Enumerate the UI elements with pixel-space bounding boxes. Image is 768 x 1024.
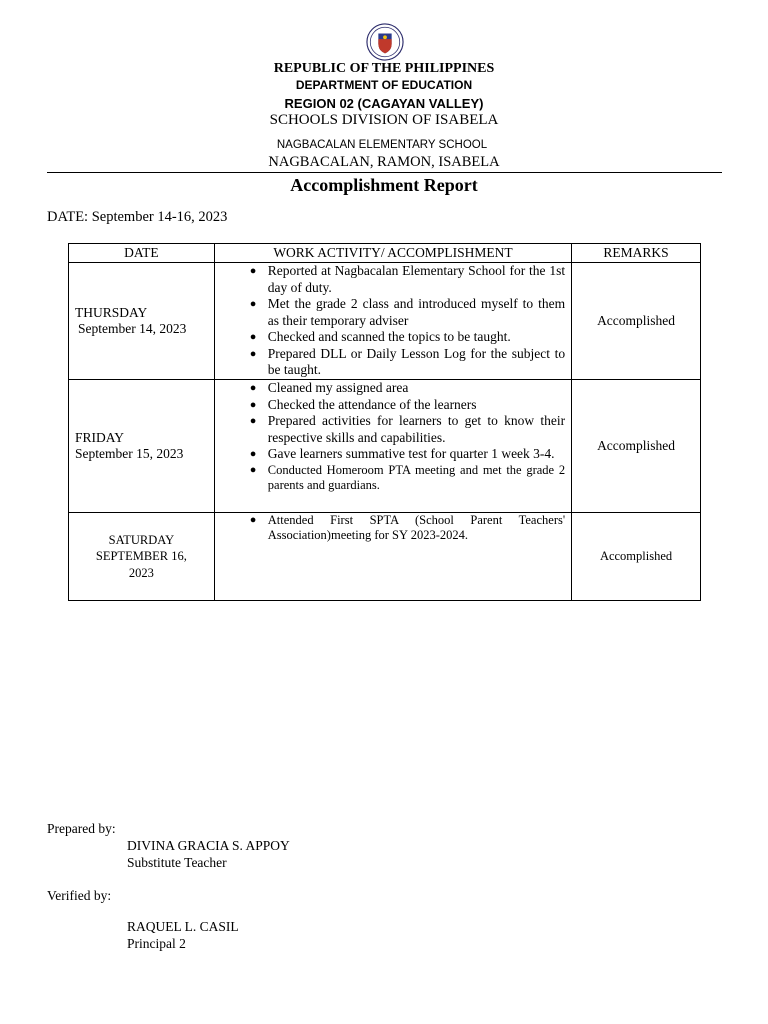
activity-cell: [214, 380, 571, 513]
bullet-icon: ●: [249, 265, 257, 277]
bullet-icon: ●: [249, 382, 257, 394]
table-row: [69, 513, 701, 601]
day-date: September 15, 2023: [75, 446, 184, 461]
bullet-icon: ●: [249, 398, 257, 411]
prepared-by-position: Substitute Teacher: [127, 855, 227, 870]
remarks-cell: Accomplished: [572, 513, 701, 601]
accomplishment-table: [68, 243, 701, 601]
header-division: SCHOOLS DIVISION OF ISABELA: [269, 112, 499, 128]
date-cell: [69, 513, 215, 601]
day-date: SEPTEMBER 16,: [95, 549, 187, 564]
day-name: FRIDAY: [75, 429, 125, 445]
bullet-icon: ●: [249, 448, 257, 460]
list-item: ● Cleaned my assigned area: [249, 380, 409, 395]
bullet-icon: ●: [249, 514, 257, 526]
column-header-remarks: REMARKS: [572, 244, 701, 263]
bullet-icon: ●: [249, 298, 257, 310]
report-date: DATE: September 14-16, 2023: [47, 209, 228, 225]
activity-cell: [214, 513, 571, 601]
bullet-icon: ●: [249, 463, 257, 476]
activity-list: [215, 513, 565, 543]
day-date: September 14, 2023: [78, 321, 187, 336]
list-item: ● Gave learners summative test for quarter 1 week 3-4.: [249, 446, 555, 461]
list-item: ● Prepared DLL or Daily Lesson Log for the subject to be taught.: [249, 345, 566, 377]
report-title: Accomplishment Report: [290, 175, 478, 195]
date-cell: [69, 380, 215, 513]
header-address: NAGBACALAN, RAMON, ISABELA: [268, 154, 500, 170]
list-item: ● Met the grade 2 class and introduced myself to them as their temporary adviser: [249, 296, 566, 328]
activity-cell: [214, 263, 571, 380]
prepared-by-name: DIVINA GRACIA S. APPOY: [127, 838, 290, 853]
date-cell: [69, 263, 215, 380]
bullet-icon: ●: [249, 347, 257, 360]
list-item: ● Conducted Homeroom PTA meeting and met the grade 2 parents and guardians.: [249, 462, 566, 492]
day-year: 2023: [128, 565, 154, 580]
verified-by-position: Principal 2: [127, 936, 186, 951]
remarks-cell: Accomplished: [572, 263, 701, 380]
header-region: REGION 02 (CAGAYAN VALLEY): [284, 96, 484, 111]
list-item: ● Reported at Nagbacalan Elementary School for the 1st day of duty.: [249, 263, 566, 295]
list-item: ● Prepared activities for learners to get to know their respective skills and capabilities.: [249, 413, 566, 445]
verified-by-name: RAQUEL L. CASIL: [127, 919, 239, 934]
bullet-icon: ●: [249, 331, 257, 343]
header-republic: REPUBLIC OF THE PHILIPPINES: [273, 61, 495, 76]
day-name: SATURDAY: [108, 532, 175, 547]
prepared-by-label: Prepared by:: [47, 821, 116, 836]
bullet-icon: ●: [249, 415, 257, 427]
activity-list: [215, 380, 565, 493]
list-item: ● Checked and scanned the topics to be taught.: [249, 329, 511, 344]
table-row: [69, 380, 701, 513]
table-row: [69, 263, 701, 380]
activity-list: [215, 263, 565, 379]
column-header-activity: WORK ACTIVITY/ ACCOMPLISHMENT: [214, 244, 571, 263]
deped-seal-icon: [366, 23, 404, 61]
list-item: ● Attended First SPTA (School Parent Teachers' Association)meeting for SY 2023-2024.: [249, 513, 566, 542]
column-header-date: DATE: [69, 244, 215, 263]
list-item: ● Checked the attendance of the learners: [249, 396, 477, 412]
header-divider: [47, 172, 722, 173]
table-header-row: [69, 244, 701, 263]
verified-by-label: Verified by:: [47, 888, 112, 903]
remarks-cell: Accomplished: [572, 380, 701, 513]
header-department: DEPARTMENT OF EDUCATION: [295, 78, 473, 92]
day-name: THURSDAY: [75, 304, 148, 320]
header-school: NAGBACALAN ELEMENTARY SCHOOL: [276, 139, 488, 151]
